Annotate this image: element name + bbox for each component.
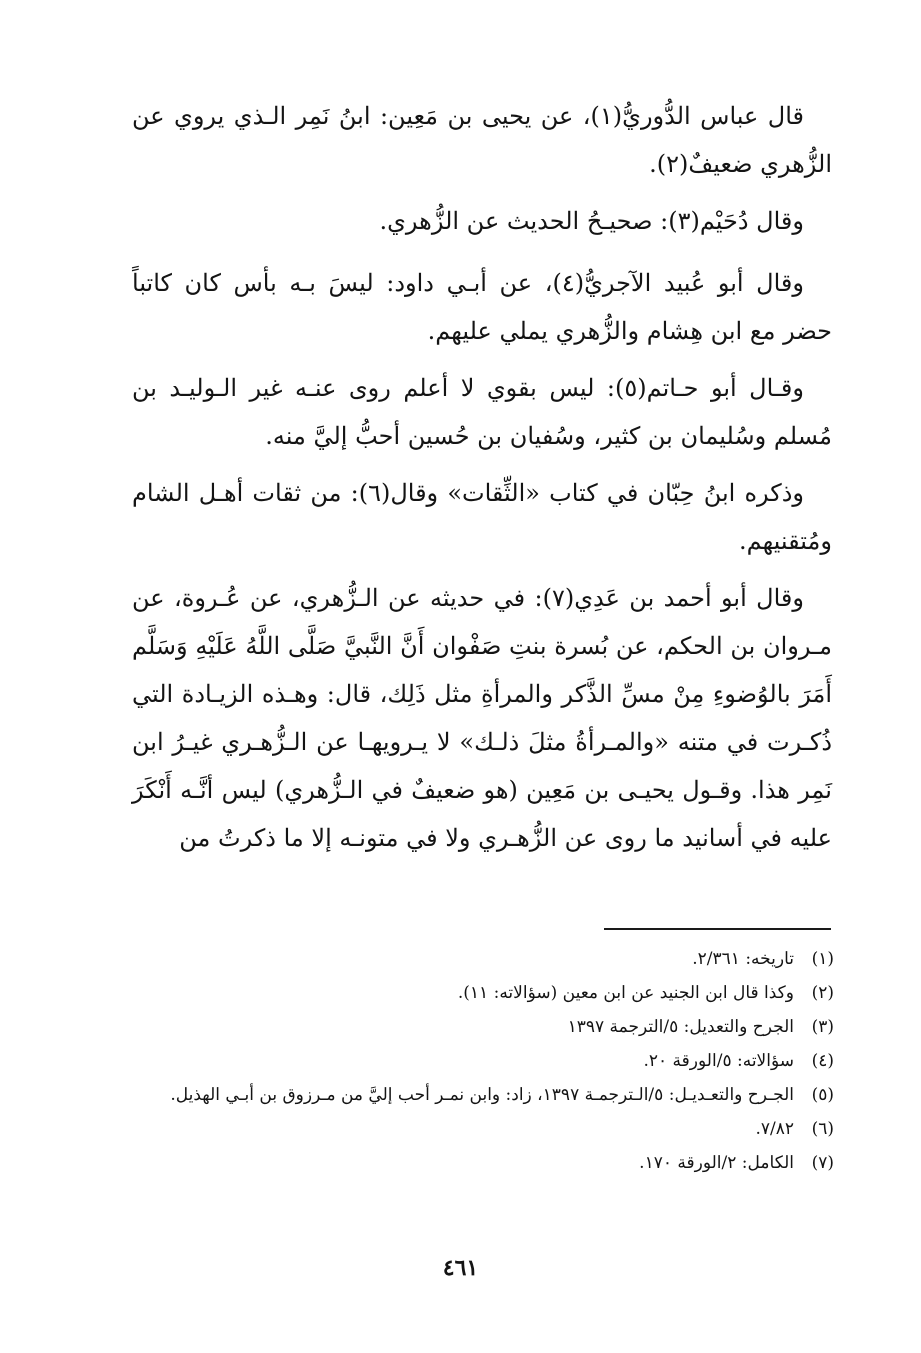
paragraph-duhaym: وقال دُحَيْم(٣): صحيـحُ الحديث عن الزُّهري.	[379, 207, 804, 235]
paragraph-abu-hatim: وقـال أبو حـاتم(٥): ليس بقوي لا أعلم روى عنـه غير الـوليـد بن مُسلم وسُليمان بن كثير، وسُفيان بن حُسين أحبُّ إليَّ منه.	[132, 374, 832, 450]
paragraph-ibn-maeen: قال عباس الدُّوريُّ(١)، عن يحيى بن مَعِين: ابنُ نَمِر الـذي يروي عن الزُّهري ضعيفٌ(٢).	[132, 102, 832, 178]
footnote-text: تاريخه: ٢/٣٦١.	[692, 949, 794, 969]
footnote-text: ٧/٨٢.	[755, 1119, 794, 1139]
footnote-item	[132, 1112, 834, 1146]
footnote-item	[132, 1044, 834, 1078]
footnote-number: (٦)	[811, 1119, 834, 1139]
paragraph-ibn-hibban: وذكره ابنُ حِبّان في كتاب «الثِّقات» وقال(٦): من ثقات أهـل الشام ومُتقنيهم.	[132, 479, 832, 555]
footnote-number: (٧)	[811, 1153, 834, 1173]
footnote-item	[132, 976, 834, 1010]
footnote-text: الجـرح والتعـديـل: ٥/الـترجمـة ١٣٩٧، زاد: وابن نمـر أحب إليَّ من مـرزوق بن أبـي الهذيل.	[170, 1085, 794, 1105]
paragraph-ajurri: وقال أبو عُبيد الآجريُّ(٤)، عن أبـي داود: ليسَ بـه بأس كان كاتباً حضر مع ابن هِشام والزُّهري يملي عليهم.	[132, 269, 832, 345]
footnote-text: الكامل: ٢/الورقة ١٧٠.	[639, 1153, 794, 1173]
footnote-text: وكذا قال ابن الجنيد عن ابن معين (سؤالاته: ١١).	[457, 983, 794, 1003]
footnote-item	[132, 1146, 834, 1180]
footnote-item	[132, 1010, 834, 1044]
footnote-number: (١)	[811, 949, 834, 969]
footnote-number: (٤)	[811, 1051, 834, 1071]
footnote-number: (٣)	[811, 1017, 834, 1037]
footnotes-list	[132, 942, 834, 1180]
main-text-block	[132, 92, 832, 871]
footnote-number: (٥)	[811, 1085, 834, 1105]
paragraph-ibn-adi: وقال أبو أحمد بن عَدِي(٧): في حديثه عن الـزُّهري، عن عُـروة، عن مـروان بن الحكم، عن بُسرة بنتِ صَفْوان أَنَّ النَّبيَّ صَلَّى اللَّهُ عَلَيْهِ وَسَلَّم أَمَرَ بالوُضوءِ مِنْ مسِّ الذَّكر والمرأةِ مثل ذَلِك، قال: وهـذه الزيـادة التي ذُكـرت في متنه «والمـرأةُ مثلَ ذلـك» لا يـرويهـا عن الـزُّهـري غيـرُ ابن نَمِر هذا. وقـول يحيـى بن مَعِين (هو ضعيفٌ في الـزُّهري) ليس أنَّـه أَنْكَرَ عليه في أسانيد ما روى عن الزُّهـري ولا في متونـه إلا ما ذكرتُ من	[132, 584, 833, 852]
footnote-divider	[604, 928, 831, 930]
footnote-item	[132, 1078, 834, 1112]
footnote-text: سؤالاته: ٥/الورقة ٢٠.	[643, 1051, 794, 1071]
page-number: ٤٦١	[442, 1255, 479, 1281]
footnote-number: (٢)	[811, 983, 834, 1003]
footnote-item	[132, 942, 834, 976]
footnote-text: الجرح والتعديل: ٥/الترجمة ١٣٩٧	[567, 1017, 794, 1037]
